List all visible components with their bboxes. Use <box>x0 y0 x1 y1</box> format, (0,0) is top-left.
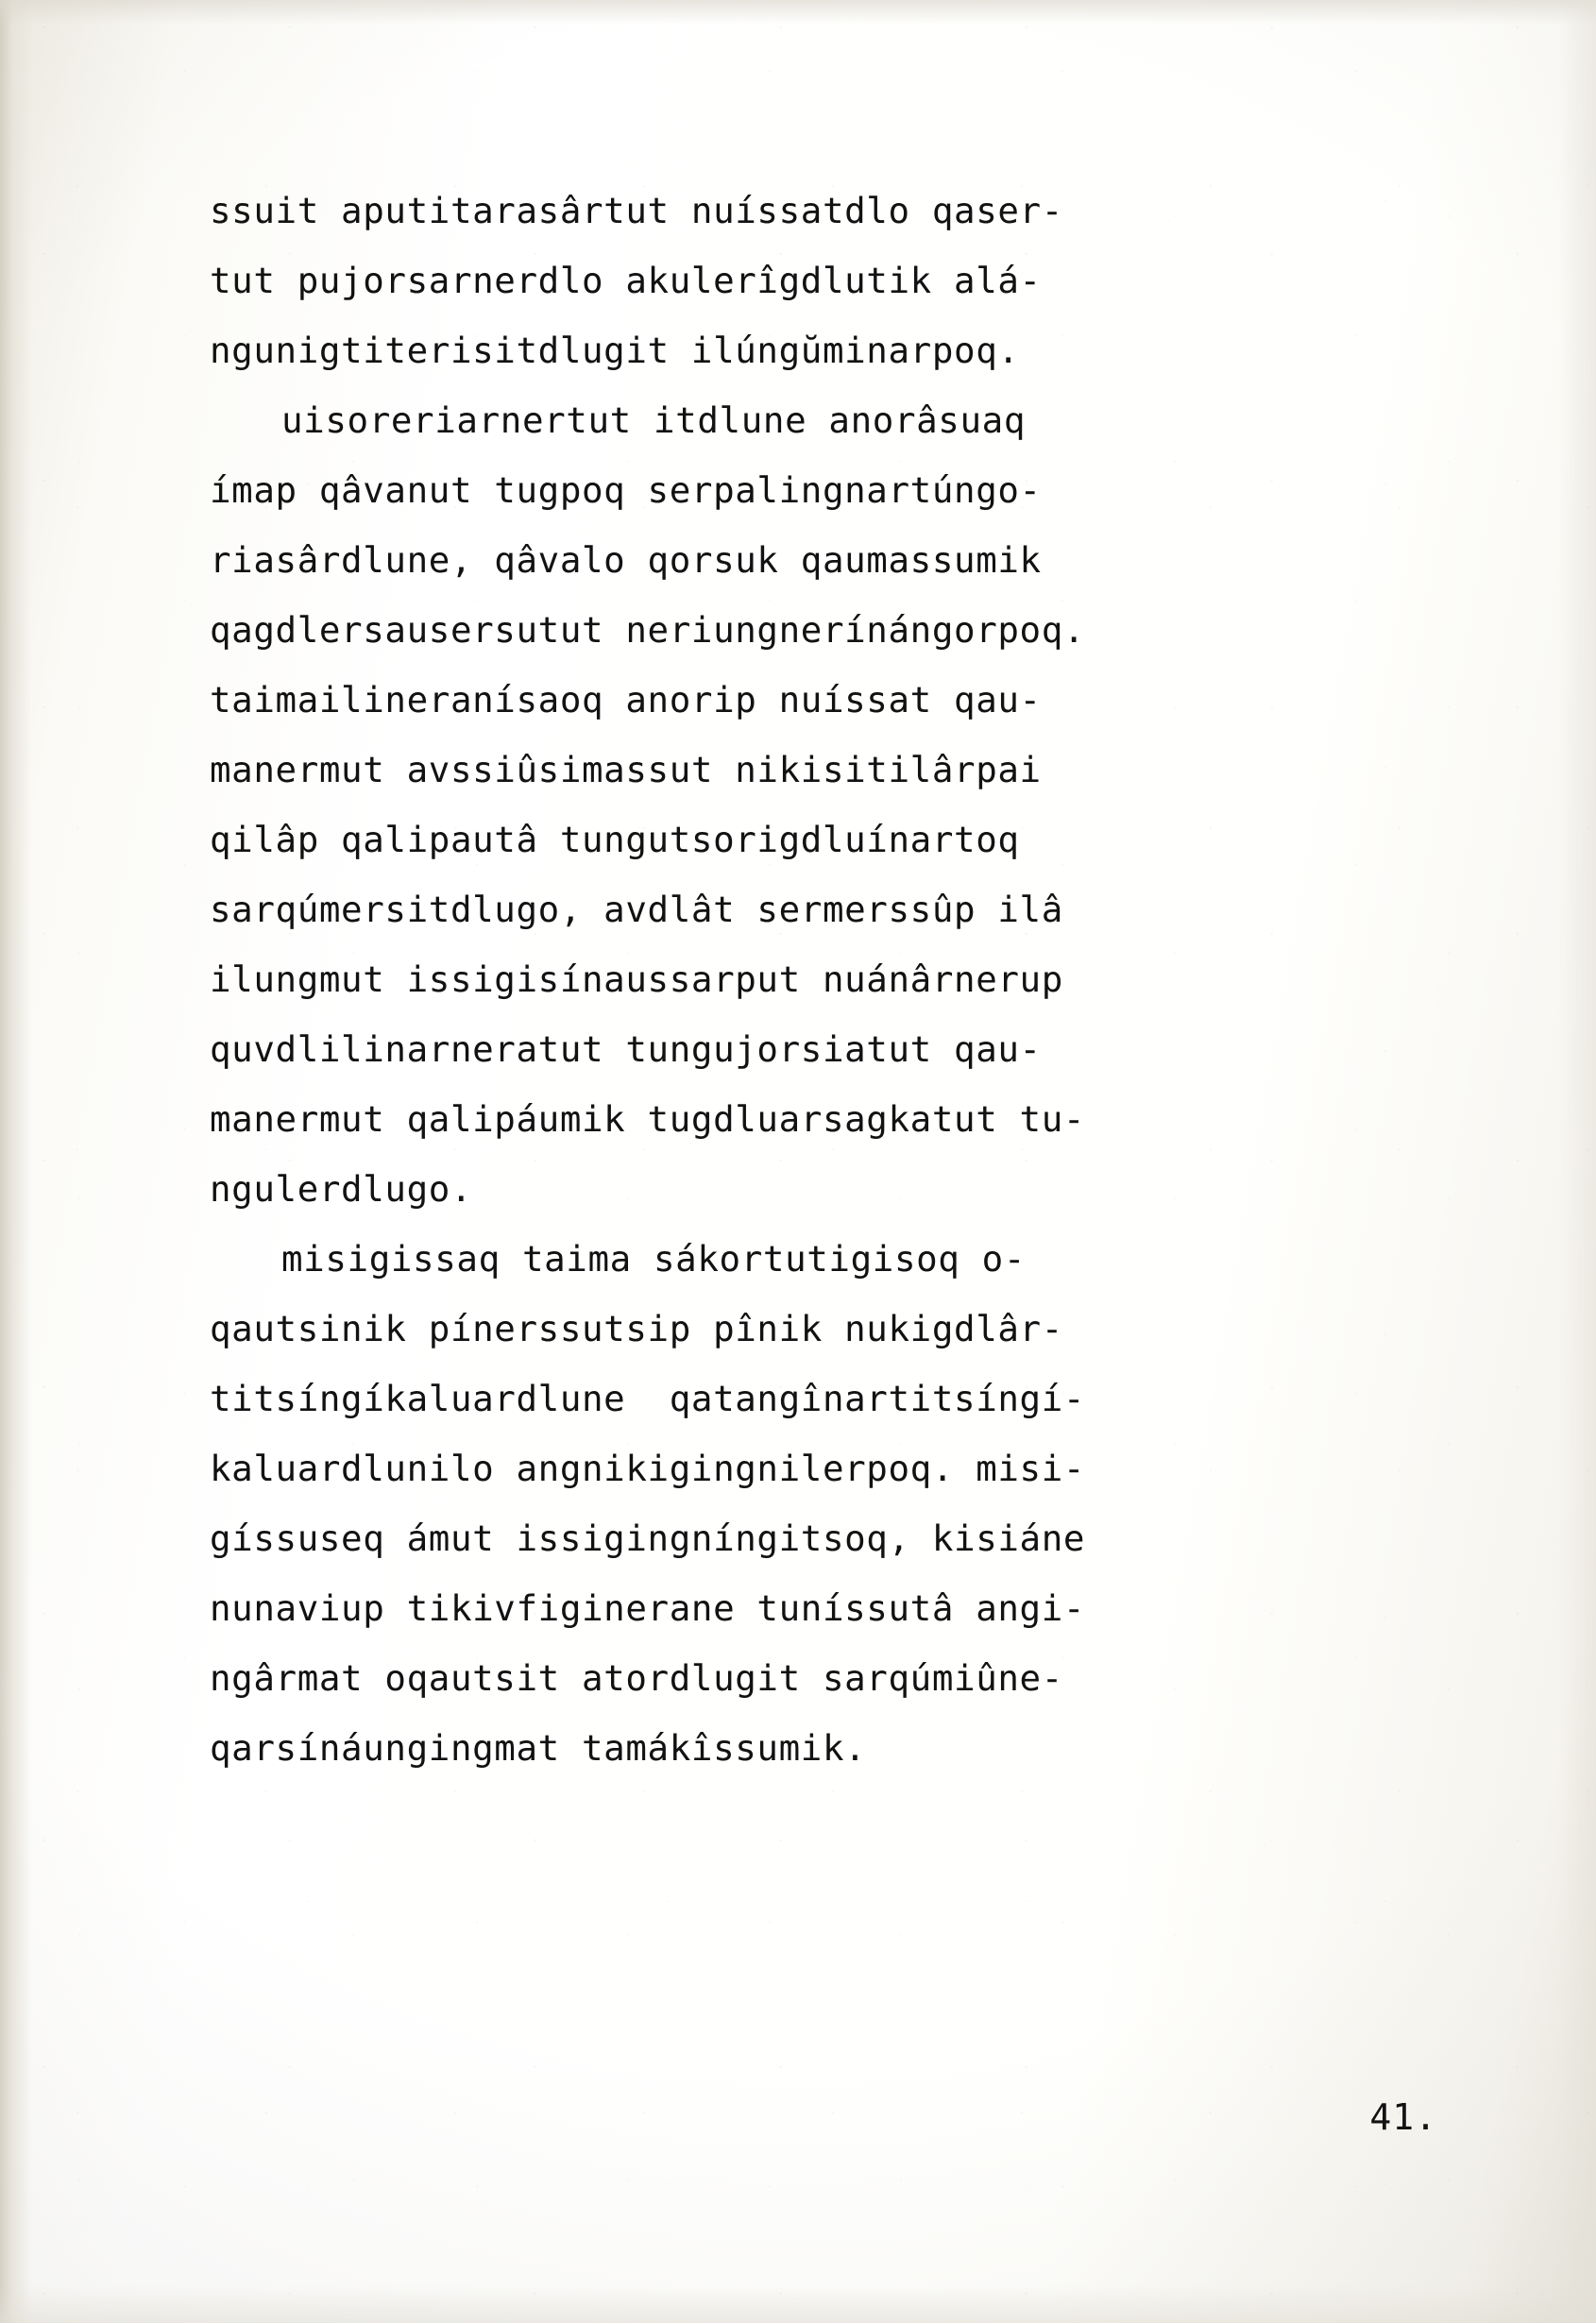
text-line: titsíngíkaluardlune qatangînartitsíngí- <box>210 1378 1086 1419</box>
text-line: ngulerdlugo. <box>210 1168 473 1210</box>
text-line: manermut qalipáumik tugdluarsagkatut tu- <box>210 1098 1086 1140</box>
text-line: misigissaq taima sákortutigisoq o- <box>281 1238 1027 1280</box>
text-line: tut pujorsarnerdlo akulerîgdlutik alá- <box>210 260 1042 301</box>
text-line: taimailineranísaoq anorip nuíssat qau- <box>210 679 1042 721</box>
text-line: qautsinik pínerssutsip pînik nukigdlâr- <box>210 1308 1063 1349</box>
paragraph-1 <box>210 176 1390 385</box>
text-line: nunaviup tikivfiginerane tuníssutâ angi- <box>210 1587 1086 1629</box>
page-bottom-edge-shadow <box>0 2285 1596 2323</box>
text-line: sarqúmersitdlugo, avdlât sermerssûp ilâ <box>210 889 1063 930</box>
text-line: ímap qâvanut tugpoq serpalingnartúngo- <box>210 469 1042 511</box>
text-line: quvdlilinarneratut tungujorsiatut qau- <box>210 1028 1042 1070</box>
text-line: ssuit aputitarasârtut nuíssatdlo qaser- <box>210 190 1063 231</box>
page-right-edge-shadow <box>1558 0 1596 2323</box>
text-line: riasârdlune, qâvalo qorsuk qaumassumik <box>210 539 1042 581</box>
text-line: qarsínáungingmat tamákîssumik. <box>210 1727 867 1769</box>
paragraph-2 <box>210 385 1390 1224</box>
page-body-text <box>210 176 1390 1783</box>
paragraph-3 <box>210 1224 1390 1783</box>
text-line: ngunigtiterisitdlugit ilúngŭminarpoq. <box>210 330 1020 371</box>
page-number: 41. <box>1369 2096 1437 2138</box>
text-line: manermut avssiûsimassut nikisitilârpai <box>210 749 1042 790</box>
text-line: uisoreriarnertut itdlune anorâsuaq <box>281 399 1027 441</box>
text-line: ilungmut issigisínaussarput nuánârnerup <box>210 958 1063 1000</box>
text-line: qagdlersausersutut neriungnerínángorpoq. <box>210 609 1086 651</box>
text-line: qilâp qalipautâ tungutsorigdluínartoq <box>210 819 1020 860</box>
text-line: ngârmat oqautsit atordlugit sarqúmiûne- <box>210 1657 1063 1699</box>
text-line: gíssuseq ámut issigingníngitsoq, kisiáne <box>210 1518 1086 1559</box>
page-top-edge-shadow <box>0 0 1596 25</box>
page-gutter-shadow <box>0 0 32 2323</box>
text-line: kaluardlunilo angnikigingnilerpoq. misi- <box>210 1448 1086 1489</box>
